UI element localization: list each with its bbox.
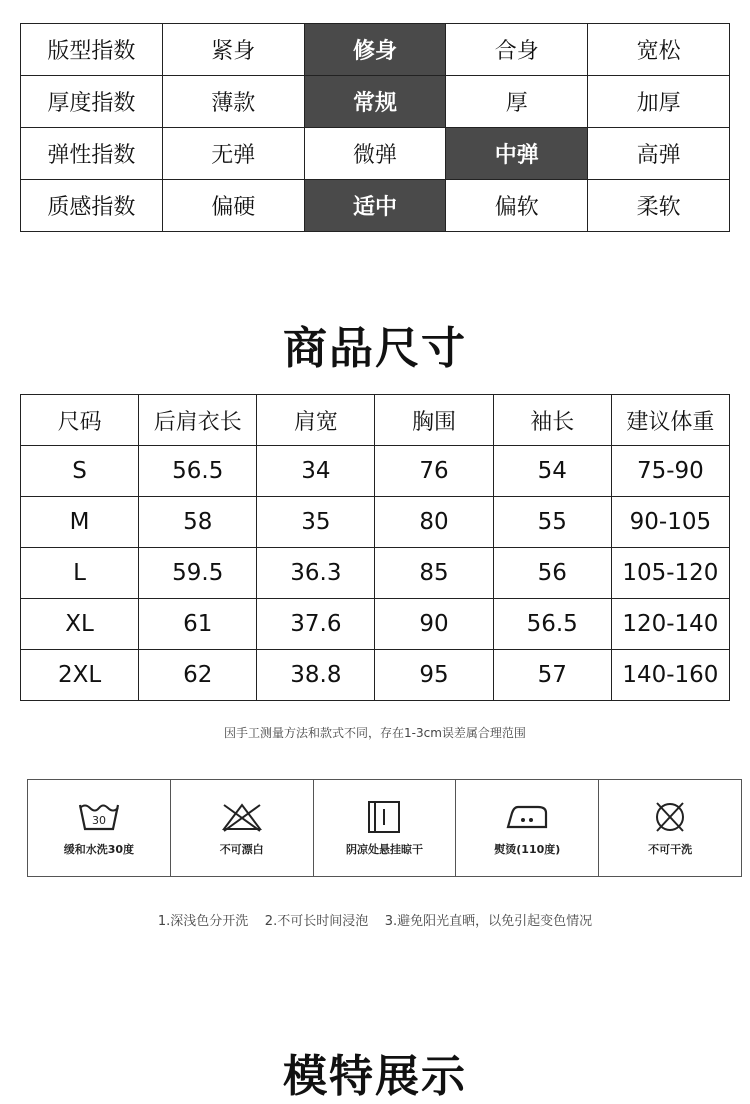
size-cell: 56.5 bbox=[493, 599, 611, 650]
index-option: 柔软 bbox=[588, 180, 730, 232]
no-bleach-icon bbox=[219, 799, 265, 835]
line-dry-shade-icon bbox=[361, 799, 407, 835]
fit-index-table bbox=[20, 23, 730, 232]
size-cell: 37.6 bbox=[257, 599, 375, 650]
size-cell: 34 bbox=[257, 446, 375, 497]
size-cell: 105-120 bbox=[611, 548, 729, 599]
size-cell: 120-140 bbox=[611, 599, 729, 650]
size-row bbox=[21, 599, 730, 650]
size-cell: 54 bbox=[493, 446, 611, 497]
index-row bbox=[21, 76, 730, 128]
care-label-dry: 阴凉处悬挂晾干 bbox=[345, 843, 423, 856]
index-row bbox=[21, 24, 730, 76]
size-cell: 57 bbox=[493, 650, 611, 701]
size-cell: L bbox=[21, 548, 139, 599]
size-cell: 90 bbox=[375, 599, 493, 650]
index-option: 宽松 bbox=[588, 24, 730, 76]
size-cell: 62 bbox=[139, 650, 257, 701]
size-cell: S bbox=[21, 446, 139, 497]
size-table-header bbox=[21, 395, 730, 446]
care-item-dry bbox=[314, 780, 457, 876]
index-option-selected: 常规 bbox=[304, 76, 446, 128]
index-option: 无弹 bbox=[162, 128, 304, 180]
size-cell: 36.3 bbox=[257, 548, 375, 599]
index-option: 厚 bbox=[446, 76, 588, 128]
size-header-cell: 肩宽 bbox=[257, 395, 375, 446]
care-item-no-bleach bbox=[171, 780, 314, 876]
size-cell: 90-105 bbox=[611, 497, 729, 548]
size-cell: XL bbox=[21, 599, 139, 650]
index-option: 偏软 bbox=[446, 180, 588, 232]
no-dry-clean-icon bbox=[647, 799, 693, 835]
svg-text:30: 30 bbox=[91, 814, 106, 827]
size-cell: 85 bbox=[375, 548, 493, 599]
index-row bbox=[21, 128, 730, 180]
iron-medium-icon bbox=[504, 799, 550, 835]
size-row bbox=[21, 446, 730, 497]
size-row bbox=[21, 650, 730, 701]
index-row-label: 质感指数 bbox=[21, 180, 163, 232]
care-tips: 1.深浅色分开洗 2.不可长时间浸泡 3.避免阳光直晒，以免引起变色情况 bbox=[157, 914, 593, 929]
size-cell: M bbox=[21, 497, 139, 548]
care-item-wash bbox=[28, 780, 171, 876]
index-option: 合身 bbox=[446, 24, 588, 76]
size-cell: 95 bbox=[375, 650, 493, 701]
index-option: 微弹 bbox=[304, 128, 446, 180]
wash-30-icon bbox=[76, 799, 122, 835]
index-option-selected: 中弹 bbox=[446, 128, 588, 180]
care-label-iron: 熨烫(110度) bbox=[494, 843, 561, 856]
size-cell: 76 bbox=[375, 446, 493, 497]
size-row bbox=[21, 497, 730, 548]
index-option: 加厚 bbox=[588, 76, 730, 128]
size-header-cell: 建议体重 bbox=[611, 395, 729, 446]
index-option-selected: 适中 bbox=[304, 180, 446, 232]
size-cell: 80 bbox=[375, 497, 493, 548]
size-cell: 56 bbox=[493, 548, 611, 599]
care-label-wash: 缓和水洗30度 bbox=[63, 843, 135, 856]
size-cell: 140-160 bbox=[611, 650, 729, 701]
size-cell: 59.5 bbox=[139, 548, 257, 599]
size-cell: 35 bbox=[257, 497, 375, 548]
care-item-no-dry-clean bbox=[599, 780, 741, 876]
index-option: 紧身 bbox=[162, 24, 304, 76]
size-cell: 56.5 bbox=[139, 446, 257, 497]
index-option-selected: 修身 bbox=[304, 24, 446, 76]
size-table bbox=[20, 394, 730, 701]
index-option: 高弹 bbox=[588, 128, 730, 180]
care-item-iron bbox=[456, 780, 599, 876]
index-row bbox=[21, 180, 730, 232]
index-option: 偏硬 bbox=[162, 180, 304, 232]
size-cell: 38.8 bbox=[257, 650, 375, 701]
size-header-cell: 尺码 bbox=[21, 395, 139, 446]
size-header-cell: 袖长 bbox=[493, 395, 611, 446]
size-cell: 75-90 bbox=[611, 446, 729, 497]
size-cell: 55 bbox=[493, 497, 611, 548]
size-row bbox=[21, 548, 730, 599]
care-label-no-dry-clean: 不可干洗 bbox=[648, 843, 693, 856]
index-row-label: 厚度指数 bbox=[21, 76, 163, 128]
care-instructions bbox=[27, 779, 742, 877]
care-label-no-bleach: 不可漂白 bbox=[219, 843, 264, 856]
size-header-cell: 胸围 bbox=[375, 395, 493, 446]
model-section-title: 模特展示 bbox=[283, 1051, 467, 1102]
index-row-label: 弹性指数 bbox=[21, 128, 163, 180]
size-cell: 58 bbox=[139, 497, 257, 548]
size-cell: 61 bbox=[139, 599, 257, 650]
size-header-cell: 后肩衣长 bbox=[139, 395, 257, 446]
size-section-title: 商品尺寸 bbox=[283, 323, 467, 374]
index-row-label: 版型指数 bbox=[21, 24, 163, 76]
index-option: 薄款 bbox=[162, 76, 304, 128]
size-cell: 2XL bbox=[21, 650, 139, 701]
measurement-note: 因手工测量方法和款式不同，存在1-3cm误差属合理范围 bbox=[224, 726, 526, 740]
